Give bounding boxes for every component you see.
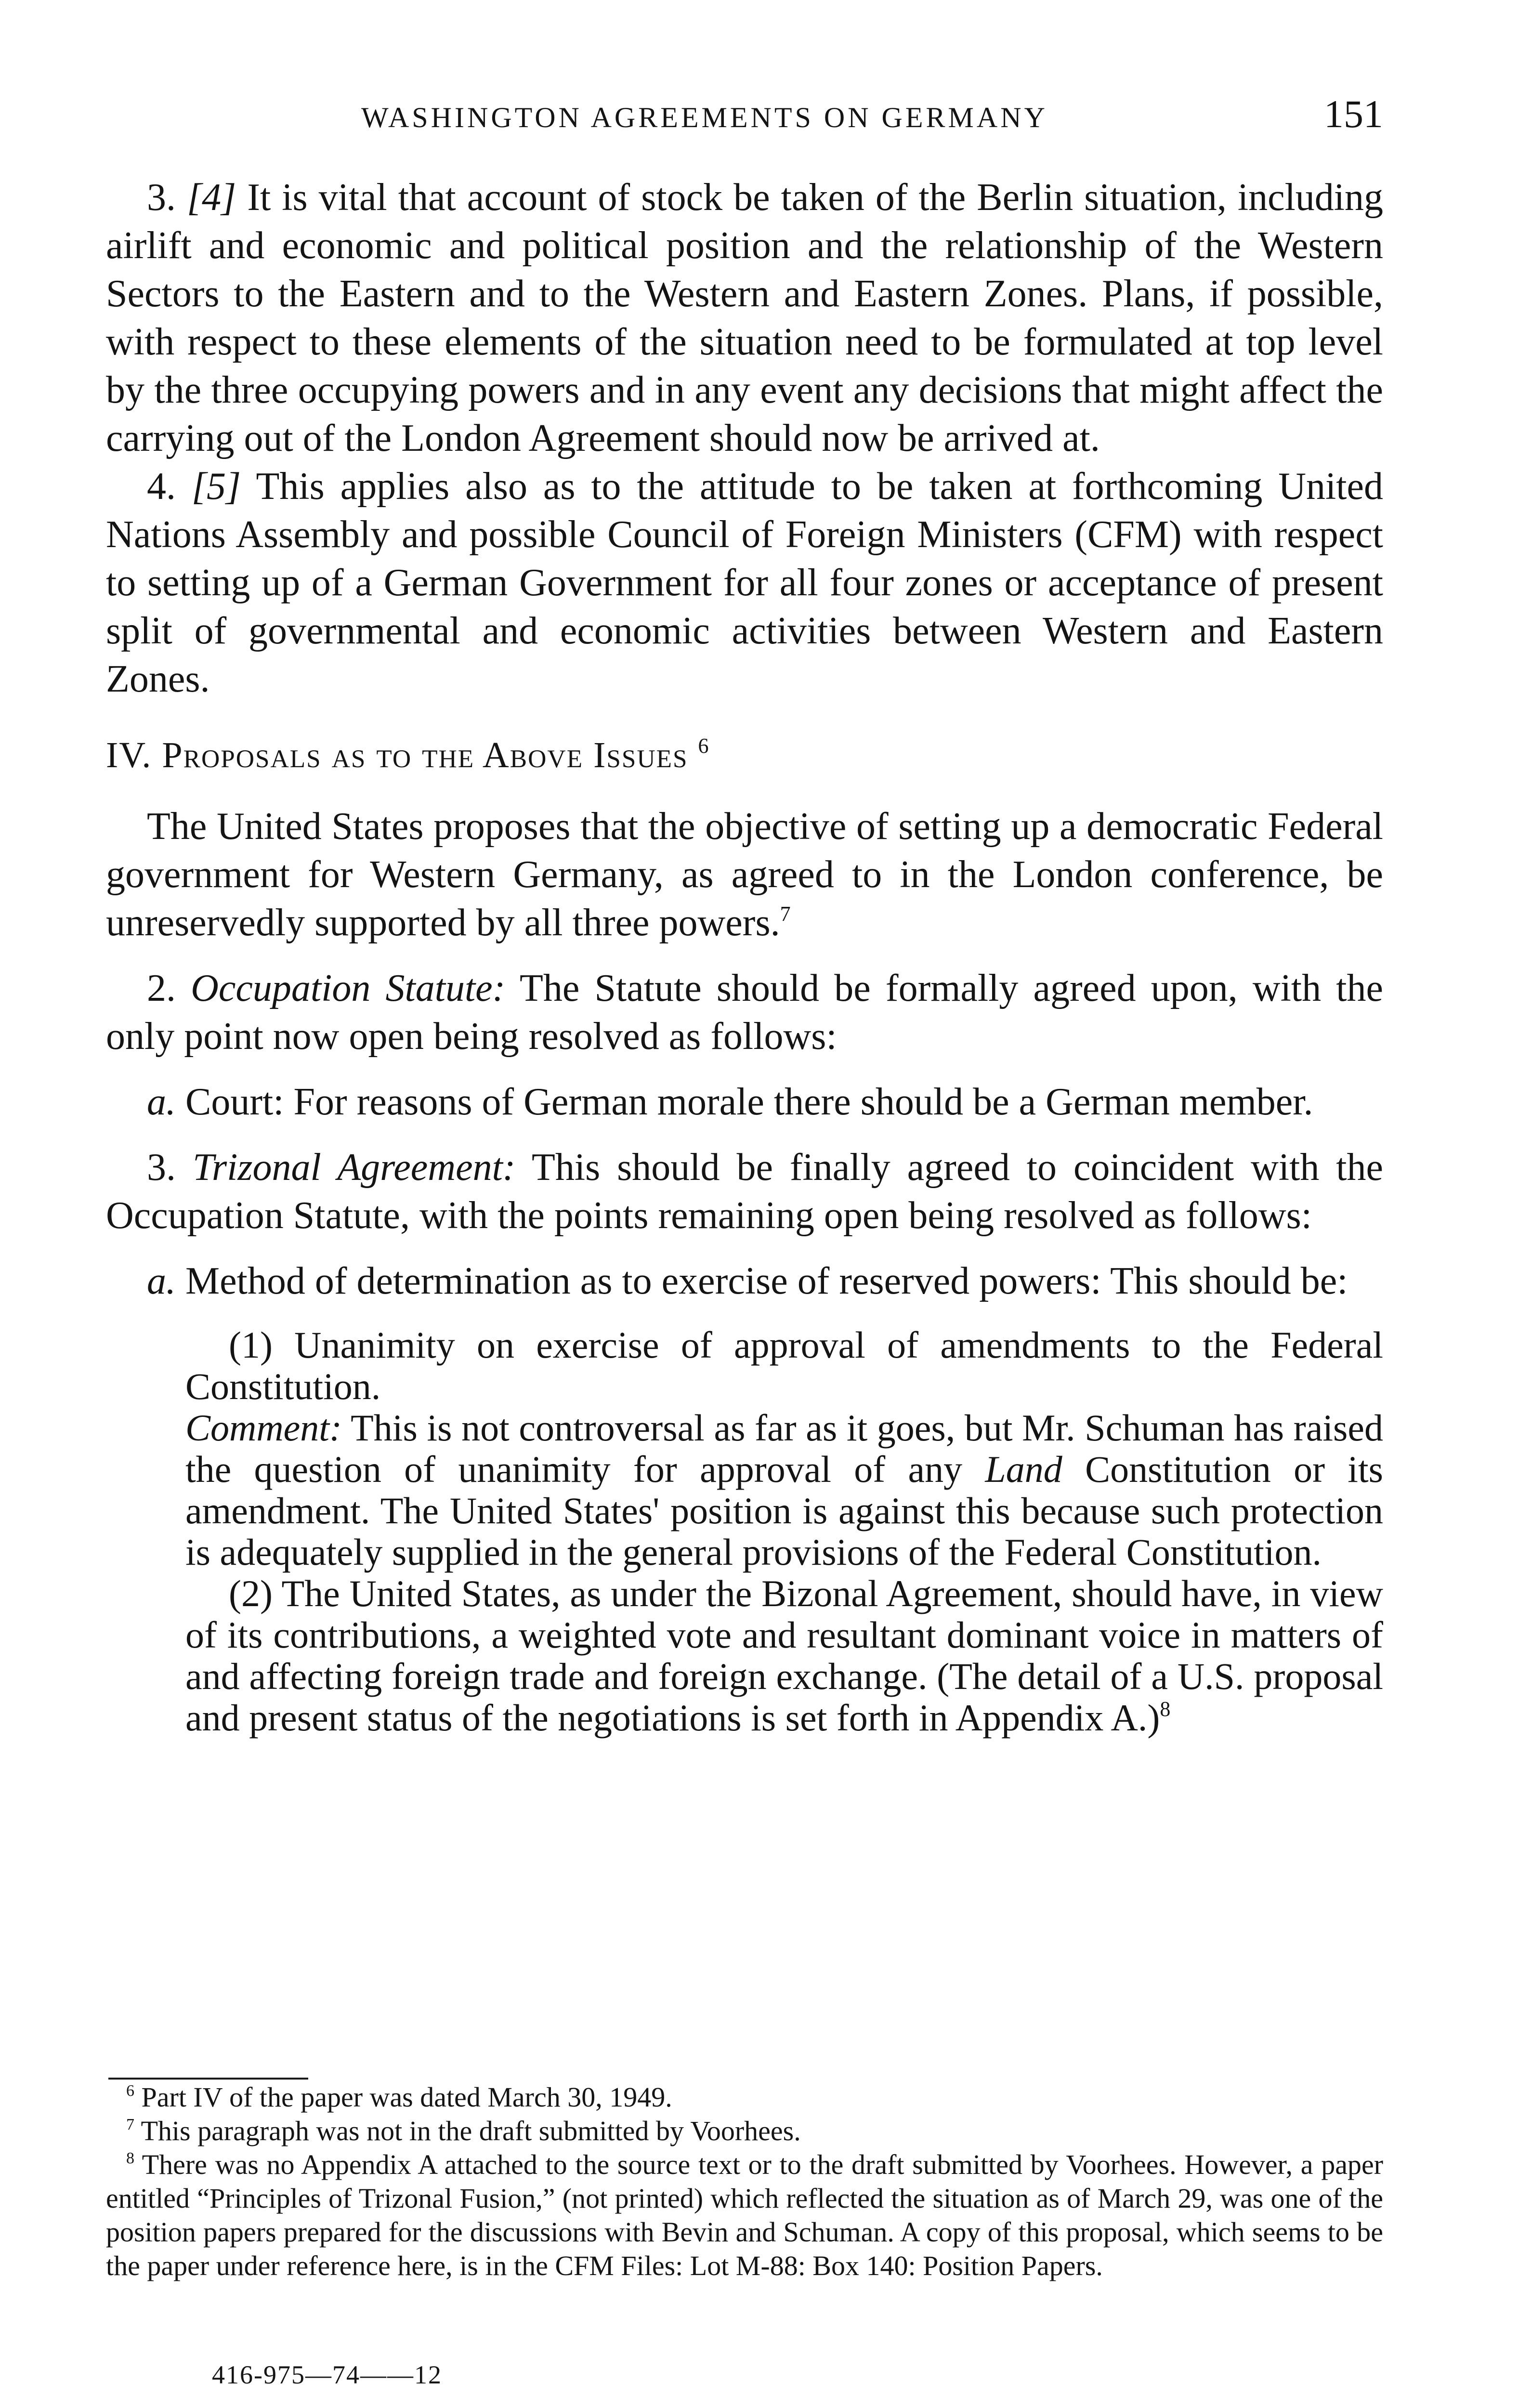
paragraph-number: 3. [147, 1146, 176, 1189]
comment-text: Constitution or its amendment. The United States' position is against this because such protection is adequately supplied in the general provisions of the Federal Constitution. [185, 1448, 1384, 1573]
paragraph-4 [106, 462, 1383, 703]
footnote-mark: 6 [126, 2082, 134, 2100]
footnote-rule [108, 2078, 308, 2080]
paragraph-number: 4. [147, 465, 176, 508]
paragraph-text: This applies also as to the attitude to be taken at forthcoming United Nations Assembly and possible Council of Foreign Ministers (CFM) with respect to setting up of a German Government for all four zones or acceptance of present split of governmental and economic activities between Western and Eastern Zones. [106, 465, 1383, 700]
proposal-intro [106, 802, 1383, 947]
footnote-ref: 7 [780, 902, 791, 926]
item-number: (2) [229, 1572, 273, 1614]
main-text [106, 173, 1383, 1739]
comment-paragraph [185, 1407, 1383, 1573]
occupation-statute-paragraph [106, 964, 1383, 1060]
footnote-mark: 8 [126, 2149, 134, 2167]
sub-item-1 [185, 1324, 1383, 1407]
court-paragraph [106, 1078, 1383, 1126]
footnote-6 [106, 2081, 1383, 2114]
item-number: (1) [229, 1324, 273, 1366]
paragraph-text: Court: For reasons of German morale there should be a German member. [185, 1081, 1313, 1123]
section-heading [106, 731, 1383, 779]
footnote-text: Part IV of the paper was dated March 30, 1949. [141, 2081, 672, 2113]
footnote-ref: 8 [1160, 1697, 1171, 1721]
page-number: 151 [1324, 92, 1383, 136]
paragraph-text: Method of determination as to exercise of reserved powers: This should be: [185, 1260, 1348, 1302]
footnote-mark: 7 [126, 2116, 134, 2133]
footnote-8 [106, 2148, 1383, 2283]
printer-code: 416-975—74——12 [212, 2360, 442, 2389]
section-title: Proposals as to the Above Issues [162, 735, 688, 775]
bracket-number: [4] [187, 176, 236, 219]
page-header [106, 92, 1383, 144]
paragraph-text: This should be finally agreed to coincident with the Occupation Statute, with the points remaining open being resolved as follows: [106, 1146, 1384, 1237]
bracket-number: [5] [191, 465, 241, 508]
footnote-text: This paragraph was not in the draft submitted by Voorhees. [141, 2115, 801, 2146]
comment-text: This is not controversal as far as it goes, but Mr. Schuman has raised the question of unanimity for approval of any [185, 1407, 1383, 1490]
paragraph-text: The Statute should be formally agreed upon, with the only point now open being resolved as follows: [106, 967, 1384, 1058]
item-text: Unanimity on exercise of approval of amendments to the Federal Constitution. [185, 1324, 1383, 1407]
running-head: WASHINGTON AGREEMENTS ON GERMANY [361, 102, 1048, 133]
trizonal-agreement-paragraph [106, 1143, 1383, 1240]
footnote-7 [106, 2114, 1383, 2148]
item-letter: a. [147, 1081, 176, 1123]
paragraph-title: Trizonal Agreement: [192, 1146, 516, 1189]
sub-item-2 [185, 1573, 1383, 1739]
paragraph-number: 2. [147, 967, 176, 1009]
paragraph-title: Occupation Statute: [191, 967, 506, 1009]
method-paragraph [106, 1257, 1383, 1305]
item-letter: a. [147, 1260, 176, 1302]
section-numeral: IV. [106, 735, 152, 775]
paragraph-number: 3. [147, 176, 176, 219]
footnote-text: There was no Appendix A attached to the source text or to the draft submitted by Voorhees. However, a paper entitled “Principles of Trizonal Fusion,” (not printed) which reflected the situation as of March 29, was one of the position papers prepared for the discussions with Bevin and Schuman. A copy of this proposal, which seems to be the paper under reference here, is in the CFM Files: Lot M-88: Box 140: Position Papers. [106, 2149, 1384, 2281]
comment-label: Comment: [185, 1407, 342, 1449]
comment-land: Land [985, 1448, 1062, 1490]
footnote-ref: 6 [698, 734, 710, 758]
footnotes [106, 2081, 1383, 2283]
paragraph-text: It is vital that account of stock be taken of the Berlin situation, including airlift and economic and political position and the relationship of the Western Sectors to the Eastern and to the Western and Eastern Zones. Plans, if possible, with respect to these elements of the situation need to be formulated at top level by the three occupying powers and in any event any decisions that might affect the carrying out of the London Agreement should now be arrived at. [106, 176, 1384, 459]
paragraph-text: The United States proposes that the objective of setting up a democratic Federal government for Western Germany, as agreed to in the London conference, be unreservedly supported by all three powers. [106, 805, 1383, 944]
item-text: The United States, as under the Bizonal Agreement, should have, in view of its contributions, a weighted vote and resultant dominant voice in matters of and affecting foreign trade and foreign exchange. (The detail of a U.S. proposal and present status of the negotiations is set forth in Appendix A.) [185, 1572, 1383, 1739]
paragraph-3 [106, 173, 1383, 462]
